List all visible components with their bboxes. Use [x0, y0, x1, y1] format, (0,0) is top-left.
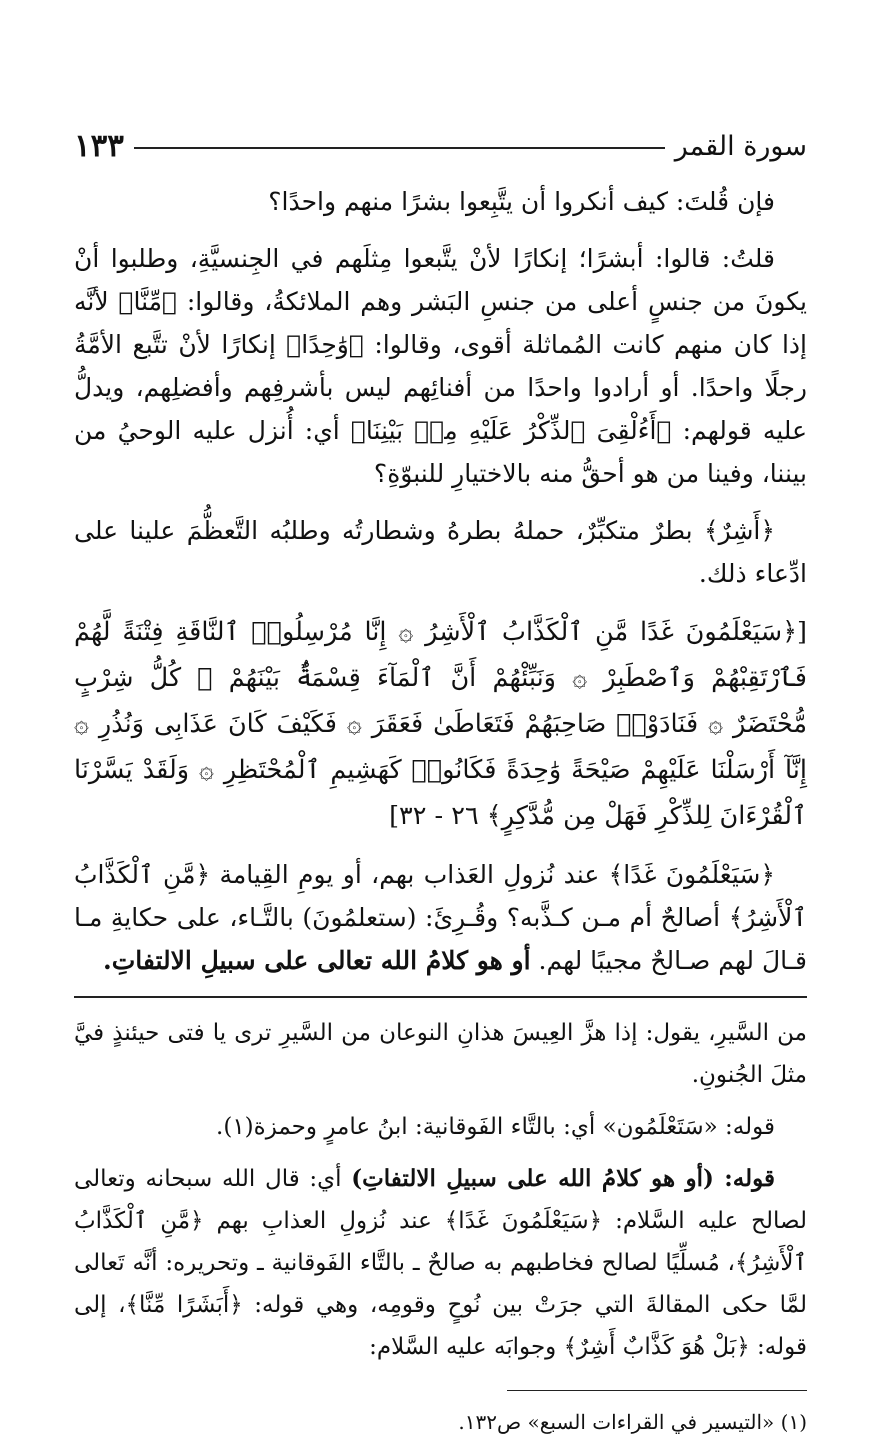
- paragraph-answer: قلتُ: قالوا: أبشرًا؛ إنكارًا لأنْ يتَّبعوا مِثلَهم في الجِنسيَّةِ، وطلبوا أنْ يكونَ من جنسٍ أعلى من جنسِ البَشر وهم الملائكةُ، وقالوا: ﴿مِّنَّا﴾ لأنَّه إذا كان منهم كانت المُماثلة أقوى، وقالوا: ﴿وَٰحِدًا﴾ إنكارًا لأنْ تتَّبع الأمَّةُ رجلًا واحدًا. أو أرادوا واحدًا من أفنائِهم ليس بأشرفِهم وأفضلِهم، ويدلُّ عليه قولهم: ﴿أَءُلْقِىَ ٱلذِّكْرُ عَلَيْهِ مِنۢ بَيْنِنَا﴾ أي: أُنزل عليه الوحيُ من بيننا، وفينا من هو أحقُّ منه بالاختيارِ للنبوّةِ؟: [74, 244, 807, 488]
- gloss-paragraph-3: [74, 1158, 807, 1368]
- gloss-paragraph-2: قوله: «سَتَعْلَمُون» أي: بالتَّاء الفَوقانية: ابنُ عامرٍ وحمزة(١).: [216, 1114, 775, 1140]
- footnote-rule: [507, 1390, 807, 1391]
- gloss-explanation: أي: قال الله سبحانه وتعالى لصالح عليه السَّلام: ﴿سَيَعْلَمُونَ غَدًا﴾ عند نُزولِ العذابِ بهم ﴿مَّنِ ٱلْكَذَّابُ ٱلْأَشِرُ﴾، مُسلِّيًا لصالح فخاطبهم به صالحٌ ـ بالتَّاء الفَوقانية ـ وتحريره: أنَّه تَعالى لمَّا حكى المقالةَ التي جرَتْ بين نُوحٍ وقومِه، وهي قوله: ﴿أَبَشَرًا مِّنَّا﴾، إلى قوله: ﴿بَلْ هُوَ كَذَّابٌ أَشِرٌ﴾ وجوابَه عليه السَّلام:: [74, 1166, 807, 1360]
- paragraph-question: فإن قُلتَ: كيف أنكروا أن يتَّبِعوا بشرًا منهم واحدًا؟: [268, 187, 775, 216]
- commentary-bold-text: أو هو كلامُ الله تعالى على سبيلِ الالتفاتِ.: [103, 946, 531, 975]
- paragraph-commentary: [74, 853, 807, 982]
- quran-verses-block: [﴿سَيَعْلَمُونَ غَدًا مَّنِ ٱلْكَذَّابُ ٱلْأَشِرُ ۞ إِنَّا مُرْسِلُوا۟ ٱلنَّاقَةِ فِتْنَةً لَّهُمْ فَٱرْتَقِبْهُمْ وَٱصْطَبِرْ ۞ وَنَبِّئْهُمْ أَنَّ ٱلْمَآءَ قِسْمَةٌۢ بَيْنَهُمْ ۖ كُلُّ شِرْبٍ مُّحْتَضَرٌ ۞ فَنَادَوْا۟ صَاحِبَهُمْ فَتَعَاطَىٰ فَعَقَرَ ۞ فَكَيْفَ كَانَ عَذَابِى وَنُذُرِ ۞ إِنَّآ أَرْسَلْنَا عَلَيْهِمْ صَيْحَةً وَٰحِدَةً فَكَانُوا۟ كَهَشِيمِ ٱلْمُحْتَظِرِ ۞ وَلَقَدْ يَسَّرْنَا ٱلْقُرْءَانَ لِلذِّكْرِ فَهَلْ مِن مُّدَّكِرٍ﴾ ٢٦ - ٣٢]: [74, 617, 807, 831]
- gloss-paragraph-1: من السَّيرِ، يقول: إذا هزَّ العِيسَ هذانِ النوعان من السَّيرِ ترى يا فتى حيئنذٍ فيَّ مثلَ الجُنونِ.: [74, 1020, 807, 1088]
- gloss-lead-quote: قوله: (أو هو كلامُ الله على سبيلِ الالتفاتِ): [351, 1165, 775, 1192]
- gloss-divider: [74, 996, 807, 998]
- header-rule: [134, 147, 665, 149]
- running-header: [74, 118, 807, 174]
- footnote: (١) «التيسير في القراءات السبع» ص١٣٢.: [458, 1410, 807, 1434]
- surah-title: سورة القمر: [674, 130, 807, 162]
- commentary-text: ﴿سَيَعْلَمُونَ غَدًا﴾ عند نُزولِ العَذاب بهم، أو يومِ القِيامة ﴿مَّنِ ٱلْكَذَّابُ ٱلْأَشِرُ﴾ أصالحٌ أم مـن كـذَّبه؟ وقُـرِئَ: (ستعلمُونَ) بالتَّـاء، على حكايةِ مـا قـالَ لهم صـالحٌ مجيبًا لهم.: [74, 860, 807, 975]
- main-text: [74, 180, 807, 982]
- page-number: ١٣٣: [74, 128, 124, 164]
- paragraph-ashir: ﴿أَشِرٌ﴾ بطرٌ متكبِّرٌ، حملهُ بطرهُ وشطارتُه وطلبُه التَّعظُّمَ علينا على ادِّعاء ذلك.: [74, 516, 807, 588]
- gloss-section: [74, 1012, 807, 1368]
